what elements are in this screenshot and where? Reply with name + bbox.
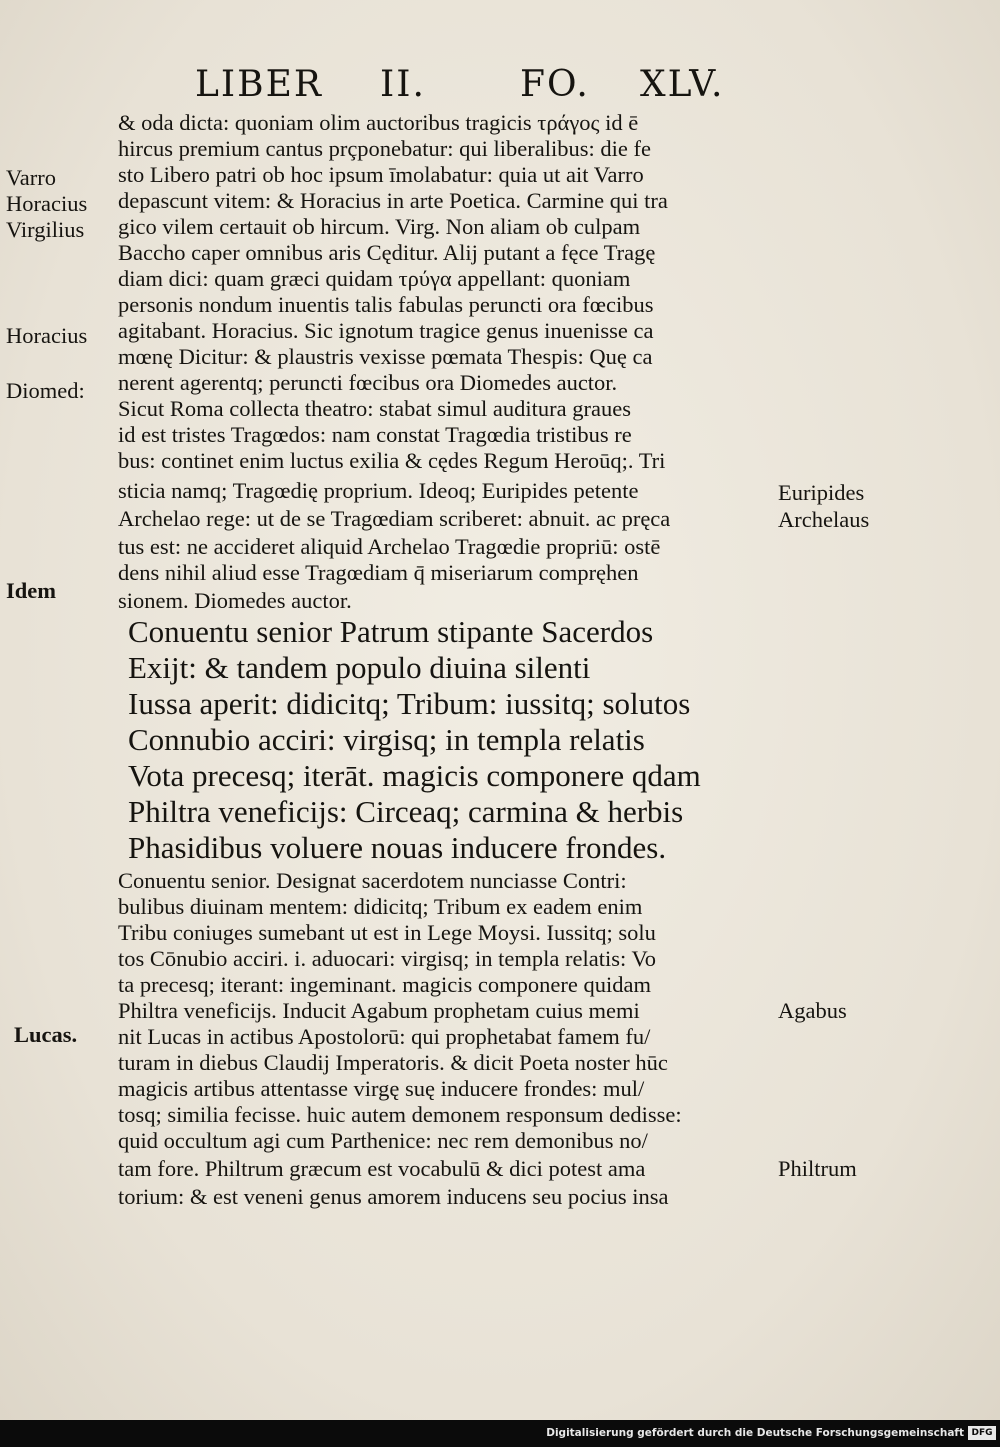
body-line: diam dici: quam græci quidam τρύγα appellant: quoniam — [118, 266, 631, 291]
verse-line: Phasidibus voluere nouas inducere frondes. — [128, 830, 667, 865]
body-line: hircus premium cantus prçponebatur: qui liberalibus: die fe — [118, 136, 651, 161]
body-line: sionem. Diomedes auctor. — [118, 588, 352, 613]
footer-credit: Digitalisierung gefördert durch die Deutsche Forschungsgemeinschaft — [546, 1427, 964, 1439]
body-line: gico vilem certauit ob hircum. Virg. Non aliam ob culpam — [118, 214, 641, 239]
margin-note-archelaus: Archelaus — [778, 507, 870, 532]
footer-bar — [0, 1420, 1000, 1447]
body-line: nerent agerentq; peruncti fœcibus ora Diomedes auctor. — [118, 370, 618, 395]
body-line: bus: continet enim luctus exilia & cędes Regum Heroūq;. Tri — [118, 448, 666, 473]
body-line: Baccho caper omnibus aris Cęditur. Alij putant a fęce Tragę — [118, 240, 656, 265]
margin-note-horacius-2: Horacius — [6, 323, 88, 348]
body-line: personis nondum inuentis talis fabulas peruncti ora fœcibus — [118, 292, 654, 317]
margin-note-agabus: Agabus — [778, 998, 847, 1023]
header-liber: LIBER — [195, 64, 323, 105]
margin-note-virgilius: Virgilius — [6, 217, 85, 242]
margin-note-euripides: Euripides — [778, 480, 865, 505]
header-folio-number: XLV. — [640, 64, 725, 105]
body-line: dens nihil aliud esse Tragœdiam q̄ miseriarum compręhen — [118, 560, 639, 585]
body-line: id est tristes Tragœdos: nam constat Tragœdia tristibus re — [118, 422, 632, 447]
body-line: depascunt vitem: & Horacius in arte Poetica. Carmine qui tra — [118, 188, 668, 213]
body-line: tus est: ne accideret aliquid Archelao Tragœdie propriū: ostē — [118, 534, 661, 559]
verse-line: Exijt: & tandem populo diuina silenti — [128, 650, 591, 685]
commentary-line: quid occultum agi cum Parthenice: nec rem demonibus no/ — [118, 1128, 648, 1153]
commentary-line: nit Lucas in actibus Apostolorū: qui prophetabat famem fu/ — [118, 1024, 651, 1049]
verse-line: Conuentu senior Patrum stipante Sacerdos — [128, 614, 654, 649]
commentary-line: Conuentu senior. Designat sacerdotem nunciasse Contri: — [118, 868, 627, 893]
header-book: II. — [380, 64, 426, 105]
body-line: sticia namq; Tragœdię proprium. Ideoq; Euripides petente — [118, 478, 639, 503]
commentary-line: turam in diebus Claudij Imperatoris. & dicit Poeta noster hūc — [118, 1050, 668, 1075]
commentary-line: magicis artibus attentasse virgę suę inducere frondes: mul/ — [118, 1076, 645, 1101]
commentary-line: tam fore. Philtrum græcum est vocabulū & dici potest ama — [118, 1156, 646, 1181]
margin-note-diomedes: Diomed: — [6, 378, 85, 403]
body-line: Sicut Roma collecta theatro: stabat simul auditura graues — [118, 396, 631, 421]
verse-line: Vota precesq; iterāt. magicis componere qdam — [128, 758, 701, 793]
body-line: & oda dicta: quoniam olim auctoribus tragicis τράγος id ē — [118, 110, 639, 135]
commentary-line: Philtra veneficijs. Inducit Agabum prophetam cuius memi — [118, 998, 640, 1023]
dfg-logo: DFG — [968, 1426, 996, 1440]
running-header — [195, 64, 775, 112]
body-line: mœnę Dicitur: & plaustris vexisse pœmata Thespis: Quę ca — [118, 344, 653, 369]
margin-note-lucas: Lucas. — [14, 1022, 78, 1047]
body-line: Archelao rege: ut de se Tragœdiam scriberet: abnuit. ac pręca — [118, 506, 671, 531]
margin-note-horacius: Horacius — [6, 191, 88, 216]
commentary-line: tosq; similia fecisse. huic autem demonem responsum dedisse: — [118, 1102, 682, 1127]
header-fo: FO. — [520, 64, 590, 105]
body-line: sto Libero patri ob hoc ipsum īmolabatur: quia ut ait Varro — [118, 162, 644, 187]
verse-line: Connubio acciri: virgisq; in templa relatis — [128, 722, 645, 757]
commentary-line: torium: & est veneni genus amorem inducens seu pocius insa — [118, 1184, 669, 1209]
margin-note-varro: Varro — [6, 165, 56, 190]
commentary-line: bulibus diuinam mentem: didicitq; Tribum ex eadem enim — [118, 894, 643, 919]
commentary-line: Tribu coniuges sumebant ut est in Lege Moysi. Iussitq; solu — [118, 920, 656, 945]
verse-line: Iussa aperit: didicitq; Tribum: iussitq; solutos — [128, 686, 691, 721]
margin-note-idem: Idem — [6, 578, 56, 603]
margin-note-philtrum: Philtrum — [778, 1156, 857, 1181]
commentary-line: tos Cōnubio acciri. i. aduocari: virgisq; in templa relatis: Vo — [118, 946, 657, 971]
commentary-line: ta precesq; iterant: ingeminant. magicis componere quidam — [118, 972, 651, 997]
body-line: agitabant. Horacius. Sic ignotum tragice genus inuenisse ca — [118, 318, 654, 343]
verse-line: Philtra veneficijs: Circeaq; carmina & herbis — [128, 794, 684, 829]
